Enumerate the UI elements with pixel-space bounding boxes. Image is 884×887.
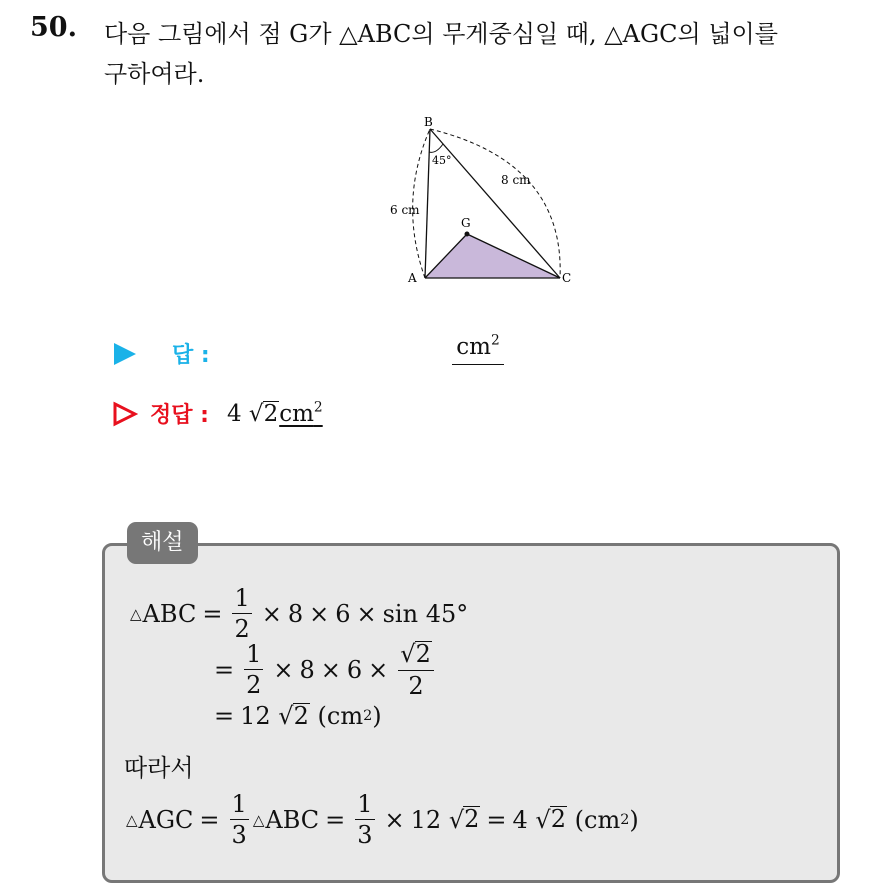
answer-unit: $cm^2$ bbox=[456, 332, 500, 360]
angle-label: 45° bbox=[432, 154, 452, 167]
question-number: 50. bbox=[30, 12, 77, 43]
point-g bbox=[465, 232, 470, 237]
solution-line-4: △ AGC = $\frac{1}{3}$ △ ABC = $\frac{1}{3}$ × 12 √ 2 = 4 √ 2 ( cm 2 ) bbox=[126, 790, 639, 849]
play-icon bbox=[112, 341, 138, 367]
question-line-1: 다음 그림에서 점 G가 △ABC의 무게중심일 때, △AGC의 넓이를 bbox=[104, 20, 778, 48]
label-g: G bbox=[461, 216, 471, 230]
question-text bbox=[104, 14, 874, 94]
play-outline-icon bbox=[112, 401, 138, 427]
solution-tag: 해설 bbox=[127, 522, 198, 564]
answer-label: 답 : bbox=[172, 343, 210, 368]
triangle-figure bbox=[380, 112, 580, 292]
label-b: B bbox=[424, 115, 433, 129]
correct-answer-row bbox=[112, 398, 323, 429]
answer-row bbox=[112, 338, 210, 369]
correct-label: 정답 : bbox=[150, 403, 209, 428]
question-line-2: 구하여라. bbox=[104, 60, 205, 88]
label-side-ab: 6 cm bbox=[390, 203, 420, 217]
therefore-text: 따라서 bbox=[124, 754, 194, 782]
label-a: A bbox=[408, 271, 417, 285]
solution-line-2: = $\frac{1}{2}$ × 8 × 6 × $\frac{√2}{2}$ bbox=[208, 641, 438, 698]
label-c: C bbox=[562, 271, 572, 285]
label-side-bc: 8 cm bbox=[501, 173, 531, 187]
answer-blank[interactable] bbox=[452, 334, 504, 365]
correct-value: 4 $√2cm^2$ bbox=[226, 398, 323, 427]
solution-line-3: = 12 √ 2 ( cm 2 ) bbox=[214, 701, 382, 730]
angle-arc bbox=[429, 144, 443, 152]
solution-line-1: △ ABC = $\frac{1}{2}$ × 8 × 6 × sin 45° bbox=[130, 584, 469, 643]
side-ab bbox=[425, 129, 430, 278]
